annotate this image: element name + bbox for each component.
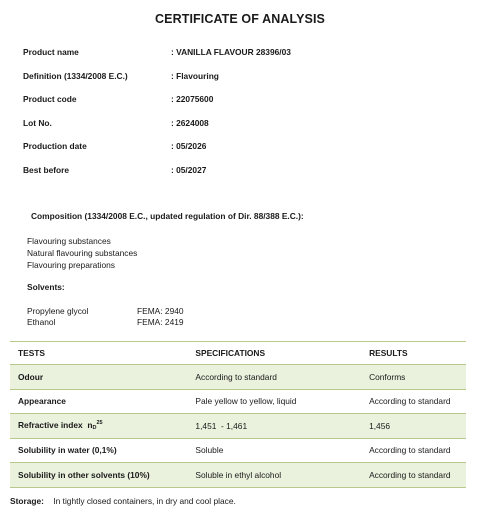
table-row: [10, 463, 466, 488]
table-row: [10, 389, 466, 414]
field-label: Definition (1334/2008 E.C.): [23, 70, 128, 81]
composition-list: [27, 235, 137, 271]
field-label: Lot No.: [23, 117, 52, 128]
test-result: According to standard: [361, 389, 466, 414]
product-fields: [23, 47, 463, 189]
solvent-name: Ethanol: [27, 317, 56, 327]
solvents-title: Solvents:: [27, 282, 65, 292]
field-definition: [23, 71, 463, 95]
field-label: Product code: [23, 94, 77, 105]
field-value: : Flavouring: [171, 70, 219, 81]
document-title: CERTIFICATE OF ANALYSIS: [155, 12, 325, 26]
field-value: : 05/2026: [171, 141, 207, 152]
field-label: Production date: [23, 141, 87, 152]
test-spec: 1,451 - 1,461: [187, 414, 361, 439]
solvent-fema: FEMA: 2419: [137, 317, 184, 327]
test-spec: According to standard: [187, 365, 361, 390]
header-specifications: SPECIFICATIONS: [187, 342, 361, 365]
composition-item: Natural flavouring substances: [27, 248, 138, 258]
storage-note: [10, 496, 236, 506]
storage-label: Storage:: [10, 496, 44, 506]
test-name: Appearance: [10, 389, 187, 414]
solvent-item: [27, 306, 327, 317]
table-header-row: [10, 342, 466, 365]
field-value: : 05/2027: [171, 164, 207, 175]
field-best-before: [23, 165, 463, 189]
composition-item: Flavouring preparations: [27, 260, 115, 270]
test-result: Conforms: [361, 365, 466, 390]
solvent-item: [27, 317, 327, 328]
table-row: [10, 365, 466, 390]
test-superscript: 25: [96, 420, 103, 427]
test-spec: Soluble: [187, 438, 361, 463]
test-name-cell: Refractive index $nD^{25}$: [10, 414, 187, 439]
field-label: Product name: [23, 47, 79, 57]
table-row: [10, 414, 466, 439]
header-tests: TESTS: [10, 342, 187, 365]
test-name: Refractive index: [18, 420, 83, 431]
solvents-list: [27, 306, 327, 328]
solvent-fema: FEMA: 2940: [137, 306, 184, 316]
field-production-date: [23, 141, 463, 165]
field-value: : VANILLA FLAVOUR 28396/03: [171, 47, 291, 57]
field-product-code: [23, 94, 463, 118]
field-value: : 2624008: [171, 117, 209, 128]
test-spec: Pale yellow to yellow, liquid: [187, 389, 361, 414]
field-label: Best before: [23, 164, 70, 175]
composition-title: Composition (1334/2008 E.C., updated regulation of Dir. 88/388 E.C.):: [31, 211, 304, 221]
field-product-name: [23, 47, 463, 71]
test-name: Odour: [10, 365, 187, 390]
table-row: [10, 438, 466, 463]
field-value: : 22075600: [171, 94, 214, 105]
test-name: Solubility in other solvents (10%): [10, 463, 187, 488]
composition-item: Flavouring substances: [27, 236, 111, 246]
storage-text: In tightly closed containers, in dry and cool place.: [53, 496, 236, 506]
test-spec: Soluble in ethyl alcohol: [187, 463, 361, 488]
test-subscript: D: [92, 425, 97, 432]
test-name: Solubility in water (0,1%): [10, 438, 187, 463]
test-result: According to standard: [361, 463, 466, 488]
field-lot-no: [23, 118, 463, 142]
test-result: According to standard: [361, 438, 466, 463]
results-table: [10, 341, 466, 488]
header-results: RESULTS: [361, 342, 466, 365]
test-result: 1,456: [361, 414, 466, 439]
solvent-name: Propylene glycol: [27, 306, 89, 316]
